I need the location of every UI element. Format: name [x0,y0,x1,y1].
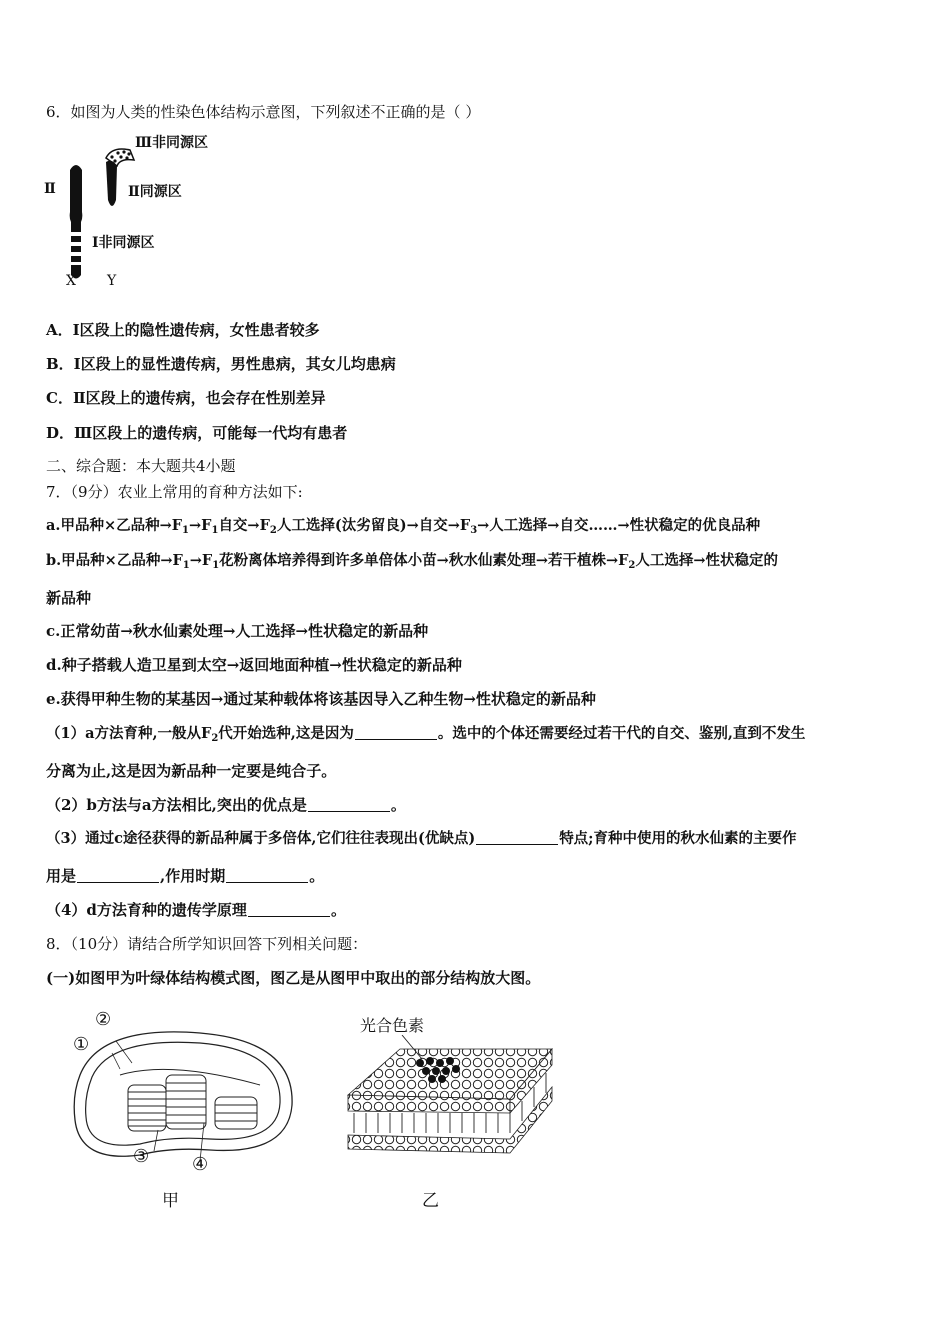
answer-blank-1[interactable] [355,725,437,740]
q6-stem: 6．如图为人类的性染色体结构示意图，下列叙述不正确的是（ ） [46,103,481,121]
q8-stem: 8．（10分）请结合所学知识回答下列相关问题： [46,935,368,953]
label-left2: Ⅱ [44,181,56,197]
q7-method-b-cont: 新品种 [46,589,92,607]
q7-method-b: b.甲品种×乙品种$\to F_1\to F_1$花粉离体培养得到许多单倍体小苗→秋水仙素处理→若干植株$\to F_2$人工选择→性状稳定的 [46,552,779,571]
label-region1: Ⅰ非同源区 [92,235,155,251]
q7-sub3: （3）通过c途径获得的新品种属于多倍体,它们往往表现出(优缺点) 特点;育种中使用的秋水仙素的主要作 [46,830,797,847]
label-region2: Ⅱ同源区 [128,184,182,200]
grana-stacks [128,1075,257,1131]
x-chromosome [70,165,83,279]
q7-sub3-cont: 用是 ,作用时期 。 [46,867,325,885]
q7-method-a: a.甲品种×乙品种$\to F_1\to F_1$自交$\to F_2$人工选择(汰劣留良)→自交$\to F_3\to$人工选择→自交……→性状稳定的优良品种 [46,517,761,536]
q7-sub4: （4）d方法育种的遗传学原理 。 [46,901,346,919]
label-y: Y [107,273,117,289]
section-heading: 二、综合题：本大题共4小题 [46,457,236,475]
label-n2: ② [95,1009,112,1030]
chloroplast-figure [60,1005,310,1185]
q7-stem: 7．（9分）农业上常用的育种方法如下: [46,483,303,501]
label-n3: ③ [133,1146,150,1167]
q7-sub1: （1）a方法育种,一般从$F_2$代开始选种,这是因为 。选中的个体还需要经过若干代的自交、鉴别,直到不发生 [46,725,806,744]
label-x: X [66,273,76,289]
q7-sub2: （2）b方法与a方法相比,突出的优点是 。 [46,796,406,814]
answer-blank-4[interactable] [77,868,159,883]
thylakoid-membrane-figure [340,1035,560,1160]
answer-blank-2[interactable] [308,797,390,812]
caption-yi: 乙 [422,1191,439,1211]
q6-option-a[interactable]: A．Ⅰ区段上的隐性遗传病，女性患者较多 [46,321,320,339]
answer-blank-3[interactable] [476,830,558,845]
label-region3: Ⅲ非同源区 [135,135,209,151]
q7-method-d: d.种子搭载人造卫星到太空→返回地面种植→性状稳定的新品种 [46,656,462,674]
caption-jia: 甲 [162,1191,179,1211]
label-n4: ④ [192,1154,209,1175]
q7-method-c: c.正常幼苗→秋水仙素处理→人工选择→性状稳定的新品种 [46,622,429,640]
sex-chromosome-figure [40,140,220,290]
q7-method-e: e.获得甲种生物的某基因→通过某种载体将该基因导入乙种生物→性状稳定的新品种 [46,690,596,708]
q6-option-c[interactable]: C．Ⅱ区段上的遗传病，也会存在性别差异 [46,389,326,407]
q8-sub1: (一)如图甲为叶绿体结构模式图，图乙是从图甲中取出的部分结构放大图。 [46,969,541,987]
answer-blank-6[interactable] [248,902,330,917]
q6-option-d[interactable]: D．Ⅲ区段上的遗传病，可能每一代均有患者 [46,424,348,442]
answer-blank-5[interactable] [226,868,308,883]
q6-option-b[interactable]: B．I区段上的显性遗传病，男性患病，其女儿均患病 [46,355,396,373]
q7-sub1-cont: 分离为止,这是因为新品种一定要是纯合子。 [46,762,337,780]
label-pigment: 光合色素 [360,1016,425,1035]
label-n1: ① [73,1034,90,1055]
